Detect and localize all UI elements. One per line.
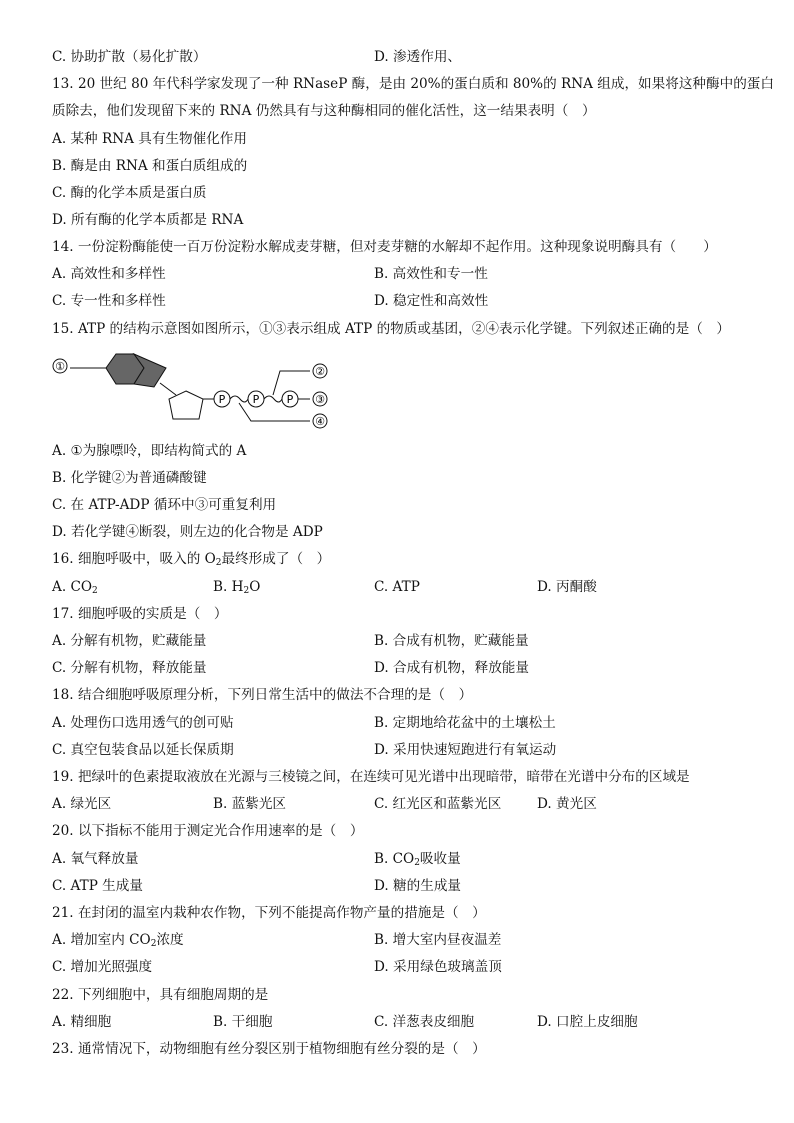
q16-option-d[interactable]: D. 丙酮酸 — [537, 579, 597, 595]
phosphate-1-text: P — [218, 393, 226, 406]
q22-option-b[interactable]: B. 干细胞 — [213, 1014, 273, 1030]
q21-option-a[interactable]: A. 增加室内 $CO_2$浓度 — [52, 932, 184, 949]
q13-option-c[interactable]: C. 酶的化学本质是蛋白质 — [52, 185, 207, 201]
q14-option-c[interactable]: C. 专一性和多样性 — [52, 293, 166, 309]
q21-option-c[interactable]: C. 增加光照强度 — [52, 959, 153, 975]
q16-option-b[interactable]: B. $H_2O$ — [213, 579, 261, 596]
q17-option-d[interactable]: D. 合成有机物，释放能量 — [374, 660, 529, 676]
q17-option-b[interactable]: B. 合成有机物，贮藏能量 — [374, 633, 529, 649]
q22-option-d[interactable]: D. 口腔上皮细胞 — [537, 1014, 638, 1030]
q18-option-a[interactable]: A. 处理伤口选用透气的创可贴 — [52, 715, 234, 731]
q19-stem: 19. 把绿叶的色素提取液放在光源与三棱镜之间，在连续可见光谱中出现暗带，暗带在光谱中分布的区域是 — [52, 769, 690, 785]
label-4-line — [239, 403, 310, 421]
q12-option-c[interactable]: C. 协助扩散（易化扩散） — [52, 49, 207, 65]
q20-option-b[interactable]: B. $CO_2$吸收量 — [374, 851, 461, 868]
q13-stem-line2: 质除去，他们发现留下来的 RNA 仍然具有与这种酶相同的催化活性，这一结果表明（ ） — [52, 103, 596, 119]
q20-stem: 20. 以下指标不能用于测定光合作用速率的是（ ） — [52, 823, 364, 839]
q15-option-a[interactable]: A. ①为腺嘌呤，即结构简式的 A — [52, 443, 247, 459]
q15-option-b[interactable]: B. 化学键②为普通磷酸键 — [52, 470, 207, 486]
q17-option-a[interactable]: A. 分解有机物，贮藏能量 — [52, 633, 207, 649]
q19-option-d[interactable]: D. 黄光区 — [537, 796, 597, 812]
q14-stem: 14. 一份淀粉酶能使一百万份淀粉水解成麦芽糖，但对麦芽糖的水解却不起作用。这种现象说明酶具有（ ） — [52, 239, 717, 255]
phosphate-2-text: P — [252, 393, 260, 406]
q16-option-c[interactable]: C. ATP — [374, 579, 420, 595]
q22-stem: 22. 下列细胞中，具有细胞周期的是 — [52, 987, 269, 1003]
q18-option-c[interactable]: C. 真空包装食品以延长保质期 — [52, 742, 234, 758]
q22-option-a[interactable]: A. 精细胞 — [52, 1014, 112, 1030]
atp-structure-diagram — [48, 353, 348, 435]
q21-option-b[interactable]: B. 增大室内昼夜温差 — [374, 932, 502, 948]
label-4-text: ④ — [315, 415, 325, 428]
q20-option-d[interactable]: D. 糖的生成量 — [374, 878, 462, 894]
q15-option-d[interactable]: D. 若化学键④断裂，则左边的化合物是 ADP — [52, 524, 323, 540]
q14-option-a[interactable]: A. 高效性和多样性 — [52, 266, 166, 282]
high-energy-bond-1 — [230, 396, 248, 402]
q20-option-c[interactable]: C. ATP 生成量 — [52, 878, 143, 894]
label-2-text: ② — [315, 365, 325, 378]
label-3-text: ③ — [315, 393, 325, 406]
q14-option-b[interactable]: B. 高效性和专一性 — [374, 266, 488, 282]
q15-option-c[interactable]: C. 在 ATP-ADP 循环中③可重复利用 — [52, 497, 277, 513]
label-1-text: ① — [55, 360, 65, 373]
q19-option-c[interactable]: C. 红光区和蓝紫光区 — [374, 796, 502, 812]
phosphate-3-text: P — [286, 393, 294, 406]
q21-stem: 21. 在封闭的温室内栽种农作物，下列不能提高作物产量的措施是（ ） — [52, 905, 486, 921]
adenine-ribose-bond — [160, 383, 176, 395]
q18-option-b[interactable]: B. 定期地给花盆中的土壤松土 — [374, 715, 556, 731]
q13-option-a[interactable]: A. 某种 RNA 具有生物催化作用 — [52, 131, 247, 147]
q16-option-a[interactable]: A. $CO_2$ — [52, 579, 98, 596]
q17-stem: 17. 细胞呼吸的实质是（ ） — [52, 606, 228, 622]
q20-option-a[interactable]: A. 氧气释放量 — [52, 851, 139, 867]
q18-stem: 18. 结合细胞呼吸原理分析，下列日常生活中的做法不合理的是（ ） — [52, 687, 473, 703]
q22-option-c[interactable]: C. 洋葱表皮细胞 — [374, 1014, 475, 1030]
q14-option-d[interactable]: D. 稳定性和高效性 — [374, 293, 489, 309]
q19-option-b[interactable]: B. 蓝紫光区 — [213, 796, 287, 812]
q13-stem-line1: 13. 20 世纪 80 年代科学家发现了一种 RNaseP 酶，是由 20%的蛋白质和 80%的 RNA 组成，如果将这种酶中的蛋白 — [52, 76, 774, 92]
q18-option-d[interactable]: D. 采用快速短跑进行有氧运动 — [374, 742, 557, 758]
ribose-pentagon — [169, 391, 203, 419]
q16-stem: 16. 细胞呼吸中，吸入的 $O_2$最终形成了（ ） — [52, 551, 331, 568]
q13-option-b[interactable]: B. 酶是由 RNA 和蛋白质组成的 — [52, 158, 248, 174]
q23-stem: 23. 通常情况下，动物细胞有丝分裂区别于植物细胞有丝分裂的是（ ） — [52, 1041, 486, 1057]
q13-option-d[interactable]: D. 所有酶的化学本质都是 RNA — [52, 212, 244, 228]
q17-option-c[interactable]: C. 分解有机物，释放能量 — [52, 660, 207, 676]
q12-option-d[interactable]: D. 渗透作用、 — [374, 49, 462, 65]
q19-option-a[interactable]: A. 绿光区 — [52, 796, 112, 812]
high-energy-bond-2 — [264, 396, 282, 402]
q21-option-d[interactable]: D. 采用绿色玻璃盖顶 — [374, 959, 502, 975]
q15-stem: 15. ATP 的结构示意图如图所示，①③表示组成 ATP 的物质或基团，②④表示化学键。下列叙述正确的是（ ） — [52, 321, 731, 337]
